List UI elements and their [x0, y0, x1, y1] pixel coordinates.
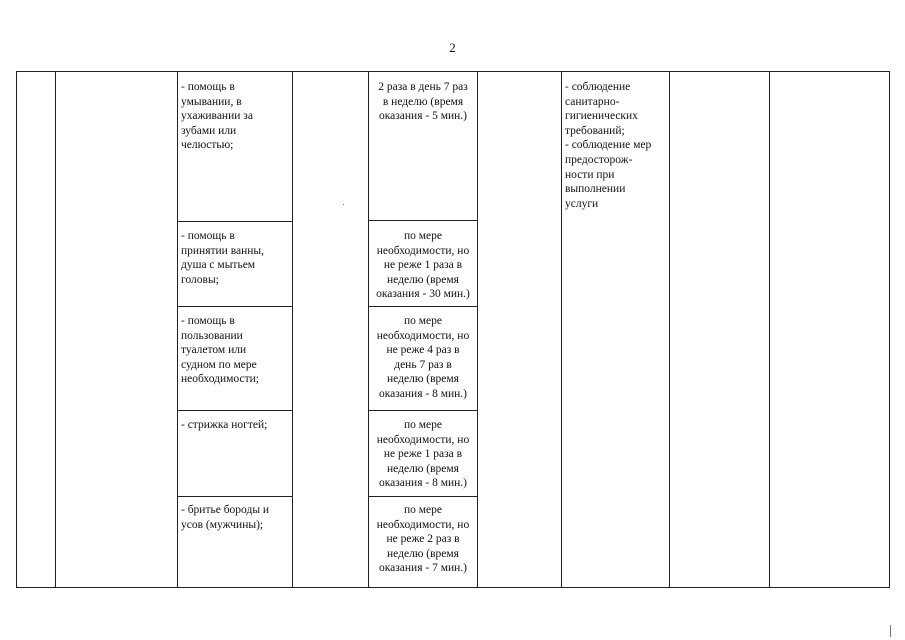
row-divider — [177, 221, 292, 222]
frequency-cell: по мере необходимости, но не реже 4 раз в день 7 раз в неделю (время оказания - 8 мин.) — [376, 315, 470, 400]
column-divider — [769, 72, 770, 587]
column-divider — [55, 72, 56, 587]
row-divider — [368, 306, 477, 307]
row-divider — [177, 410, 292, 411]
column-divider — [477, 72, 478, 587]
service-cell: - помощь в принятии ванны, душа с мытьем головы; — [181, 230, 265, 286]
row-divider — [177, 306, 292, 307]
frequency-cell: по мере необходимости, но не реже 2 раз в неделю (время оказания - 7 мин.) — [376, 504, 470, 575]
row-divider — [368, 496, 477, 497]
frequency-cell: по мере необходимости, но не реже 1 раза в неделю (время оказания - 30 мин.) — [376, 230, 470, 301]
service-cell: - стрижка ногтей; — [181, 419, 268, 431]
conditions-cell: - соблюдение санитарно- гигиенических требований; - соблюдение мер предосторож- ности при выполнении услуги — [565, 81, 652, 210]
frequency-cell: 2 раза в день 7 раз в неделю (время оказания - 5 мин.) — [378, 81, 468, 123]
column-divider — [669, 72, 670, 587]
scan-speck — [890, 625, 891, 637]
page-number: 2 — [449, 40, 456, 55]
column-divider — [292, 72, 293, 587]
scan-speck — [343, 204, 344, 205]
frequency-cell: по мере необходимости, но не реже 1 раза в неделю (время оказания - 8 мин.) — [376, 419, 470, 490]
service-cell: - помощь в умывании, в ухаживании за зубами или челюстью; — [181, 81, 253, 152]
row-divider — [368, 220, 477, 221]
row-divider — [177, 496, 292, 497]
service-cell: - помощь в пользовании туалетом или судном по мере необходимости; — [181, 315, 259, 386]
row-divider — [368, 410, 477, 411]
services-table — [16, 71, 890, 588]
service-cell: - бритье бороды и усов (мужчины); — [181, 504, 270, 531]
